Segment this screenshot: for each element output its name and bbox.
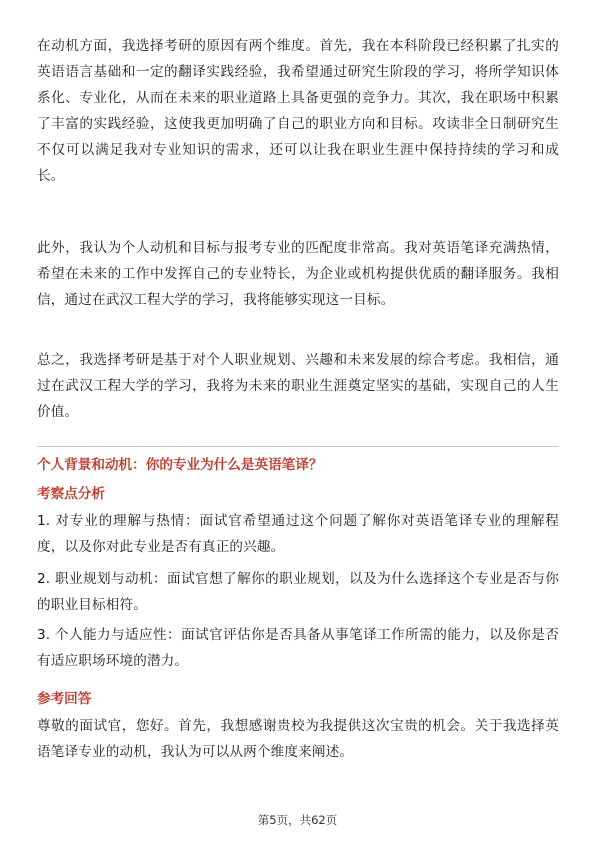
interview-question: 个人背景和动机：你的专业为什么是英语笔译？	[37, 457, 323, 473]
reference-answer: 尊敬的面试官，您好。首先，我想感谢贵校为我提供这次宝贵的机会。关于我选择英语笔译专业的动机，我认为可以从两个维度来阐述。	[37, 718, 559, 760]
conclusion-paragraph: 总之，我选择考研是基于对个人职业规划、兴趣和未来发展的综合考虑。我相信，通过在武汉工程大学的学习，我将为未来的职业生涯奠定坚实的基础，实现自己的人生价值。	[37, 352, 559, 420]
reference-heading: 参考回答	[37, 691, 92, 707]
analysis-item-1: 1. 对专业的理解与热情：面试官希望通过这个问题了解你对英语笔译专业的理解程度，以及你对此专业是否有真正的兴趣。	[37, 513, 559, 555]
analysis-heading: 考察点分析	[37, 486, 105, 502]
analysis-item-2: 2. 职业规划与动机：面试官想了解你的职业规划，以及为什么选择这个专业是否与你的职业目标相符。	[37, 571, 559, 613]
motivation-paragraph: 在动机方面，我选择考研的原因有两个维度。首先，我在本科阶段已经积累了扎实的英语语言基础和一定的翻译实践经验，我希望通过研究生阶段的学习，将所学知识体系化、专业化，从而在未来的职业道路上具备更强的竞争力。其次，我在职场中积累了丰富的实践经验，这使我更加明确了自己的职业方向和目标。攻读非全日制研究生不仅可以满足我对专业知识的需求，还可以让我在职业生涯中保持持续的学习和成长。	[37, 38, 559, 184]
section-divider	[37, 446, 559, 447]
analysis-item-3: 3. 个人能力与适应性：面试官评估你是否具备从事笔译工作所需的能力，以及你是否有适应职场环境的潜力。	[37, 627, 559, 669]
page-number: 第5页，共62页	[257, 813, 338, 827]
match-paragraph: 此外，我认为个人动机和目标与报考专业的匹配度非常高。我对英语笔译充满热情，希望在未来的工作中发挥自己的专业特长，为企业或机构提供优质的翻译服务。我相信，通过在武汉工程大学的学习，我将能够实现这一目标。	[37, 240, 559, 308]
